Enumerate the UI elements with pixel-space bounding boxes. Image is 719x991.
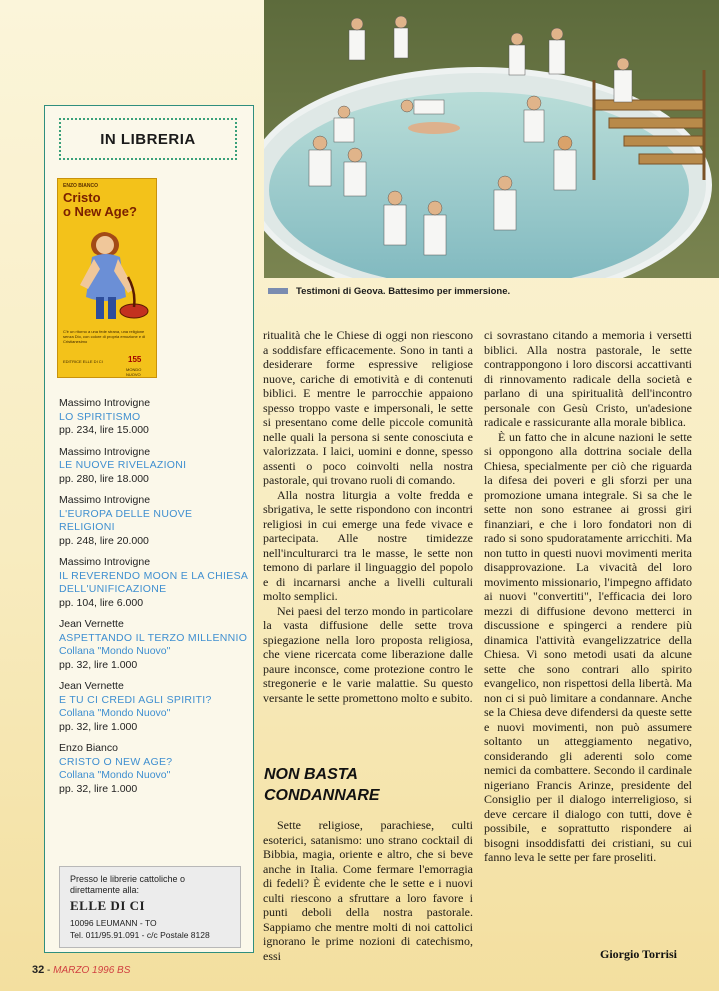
book-collana: Collana "Mondo Nuovo" (59, 769, 171, 781)
publisher-name: ELLE DI CI (70, 898, 146, 913)
book-author: Jean Vernette (59, 680, 124, 692)
book-cover-publisher: EDITRICE ELLE DI CI (63, 359, 103, 364)
book-author: Massimo Introvigne (59, 494, 151, 506)
sidebar-panel (44, 105, 254, 953)
article-paragraph: È un fatto che in alcune nazioni le sette si oppongono alla dottrina sociale della Chiesa, specialmente per ciò che riguarda la difesa dei poveri e gli sforzi per una promozione umana integrale. Si sa che le sette non sono estranee ai grossi giri finanziari, e che i loro fondatori non di rado si sono spudoratamente arricchiti. Ma non tutto in questi nuovi movimenti merita disapprovazione. La vivacità del loro movimento missionario, l'impegno affidato ai nuovi "convertiti", l'efficacia dei loro mezzi di diffusione devono metterci in discussione e spingerci a rendere più dinamica l'attività evangelizzatrice della Chiesa. Vi sono metodi usati da alcune sette che sono contrari allo spirito evangelico, non rispettosi della libertà. Ma non ci si può limitare a condannare. Anche se la Chiesa deve difendersi da queste sette e nuovi movimenti, non può assumere soltanto un atteggiamento negativo, considerando gli aderenti solo come nemici da combattere. Secondo il cardinale nigeriano Francis Arinze, presidente del Consiglio per il dialogo interreligioso, si deve cercare il dialogo con tutti, dove è possibile, e soprattutto rispondere ai bisogni insoddisfatti dei cristiani, su cui fanno leva le sette per fare proseliti. (484, 429, 692, 864)
caption-marker (268, 288, 288, 294)
book-entry[interactable] (59, 446, 249, 487)
book-cover-author: ENZO BIANCO (63, 183, 98, 189)
book-author: Massimo Introvigne (59, 556, 151, 568)
book-cover-series: MONDO NUOVO (126, 367, 142, 377)
book-entry[interactable] (59, 556, 249, 610)
publisher-address: 10096 LEUMANN - TO (70, 918, 157, 928)
book-author: Massimo Introvigne (59, 445, 151, 458)
article-column-1 (263, 328, 473, 705)
book-price: pp. 32, lire 1.000 (59, 658, 138, 671)
section-heading: NON BASTA CONDANNARE (264, 766, 380, 804)
book-cover-number: 155 (128, 355, 142, 364)
book-title[interactable]: LO SPIRITISMO (59, 410, 141, 423)
book-price: pp. 234, lire 15.000 (59, 424, 149, 436)
books-list (59, 397, 249, 804)
book-title[interactable]: LE NUOVE RIVELAZIONI (59, 459, 187, 471)
book-title[interactable]: ASPETTANDO IL TERZO MILLENNIO (59, 631, 248, 644)
book-price: pp. 280, lire 18.000 (59, 472, 149, 485)
book-title[interactable]: CRISTO O NEW AGE? (59, 755, 173, 768)
photo-caption: Testimoni di Geova. Battesimo per immersione. (268, 286, 510, 297)
book-collana: Collana "Mondo Nuovo" (59, 645, 171, 657)
book-title[interactable]: L'EUROPA DELLE NUOVE RELIGIONI (59, 507, 193, 533)
book-title[interactable]: E TU CI CREDI AGLI SPIRITI? (59, 693, 212, 706)
issue-label: MARZO 1996 BS (53, 965, 131, 976)
page-number: 32 (32, 964, 45, 976)
book-entry[interactable] (59, 397, 249, 438)
article-paragraph: ci sovrastano citando a memoria i versetti biblici. Alla nostra pastorale, le sette contrappongono i loro discorsi accattivanti di rinnovamento radicale della società e parlano di una spiritualità dell'incontro personale con Gesù Cristo, un'adesione radicale e rassicurante alla morale biblica. (484, 328, 692, 429)
book-title[interactable]: IL REVERENDO MOON E LA CHIESA DELL'UNIFICAZIONE (59, 569, 248, 595)
article-paragraph: Sette religiose, parachiese, culti esoterici, satanismo: uno strano cocktail di Bibbia, magia, oriente e altro, che si beve anche in Italia. Come fermare l'emorragia di fedeli? È evidente che le sette e i nuovi culti riescono a sfruttare a loro favore i punti deboli della nostra pastorale. Sappiamo che mentre molti di noi cattolici ignorano le prime nozioni di catechismo, essi (263, 818, 473, 963)
book-author: Enzo Bianco (59, 742, 118, 754)
book-author: Massimo Introvigne (59, 397, 151, 409)
book-entry[interactable] (59, 618, 249, 672)
book-entry[interactable] (59, 742, 249, 796)
contact-intro: Presso le librerie cattoliche o direttamente alla: (70, 874, 186, 895)
article-paragraph: ritualità che le Chiese di oggi non riescono a soddisfare efficacemente. Sono in tanti a desiderare forme espressive religiose nuove, cariche di emotività e di contenuti biblici. E mentre le parrocchie appaiono spesso troppo vaste e impersonali, le sette si presentano come delle piccole comunità nelle quali la persona si sente conosciuta e valorizzata. I laici, uomini e donne, spesso assenti o poco coinvolti nella nostra pastorale, qui trovano ruoli di comando. (263, 328, 473, 487)
publisher-phone: Tel. 011/95.91.091 - c/c Postale 8128 (70, 930, 210, 940)
page-footer (32, 964, 130, 976)
footer-separator: - (47, 965, 54, 976)
book-price: pp. 32, lire 1.000 (59, 720, 138, 733)
book-price: pp. 248, lire 20.000 (59, 534, 149, 547)
book-collana: Collana "Mondo Nuovo" (59, 707, 171, 719)
book-entry[interactable] (59, 680, 249, 734)
article-column-2 (484, 328, 692, 865)
book-price: pp. 32, lire 1.000 (59, 782, 138, 795)
book-cover-blurb: C'è un ritorno a una fede strana, una religione senza Dio, con colore di propria emozione e di Cristianesimo (63, 329, 146, 344)
article-paragraph: Nei paesi del terzo mondo in particolare la vasta diffusione delle sette trova spiegazione nella loro proposta religiosa, che viene ricercata come liberazione dalle paure inconsce, come protezione contro le stregonerie e le varie malattie. Su questo versante le sette promettono molto e subito. (263, 603, 473, 705)
author-signature: Giorgio Torrisi (600, 947, 678, 961)
book-entry[interactable] (59, 494, 249, 548)
baptism-photo (264, 0, 719, 278)
article-column-1-continued (263, 818, 473, 963)
book-price: pp. 104, lire 6.000 (59, 596, 144, 609)
contact-box (59, 866, 241, 948)
article-paragraph: Alla nostra liturgia a volte fredda e sbrigativa, le sette rispondono con incontri religiosi in cui emerge una fede vivace e partecipata. Alle nostre timidezze nell'inculturarci tra le masse, le sette non temono di parlare il linguaggio del popolo e di incarnarsi anche a livelli culturali molto semplici. (263, 487, 473, 603)
sidebar-heading: IN LIBRERIA (59, 118, 237, 160)
book-cover-illustration (64, 223, 152, 327)
book-cover[interactable] (57, 178, 157, 378)
book-cover-title: Cristo o New Age? (63, 190, 137, 219)
book-author: Jean Vernette (59, 618, 124, 630)
